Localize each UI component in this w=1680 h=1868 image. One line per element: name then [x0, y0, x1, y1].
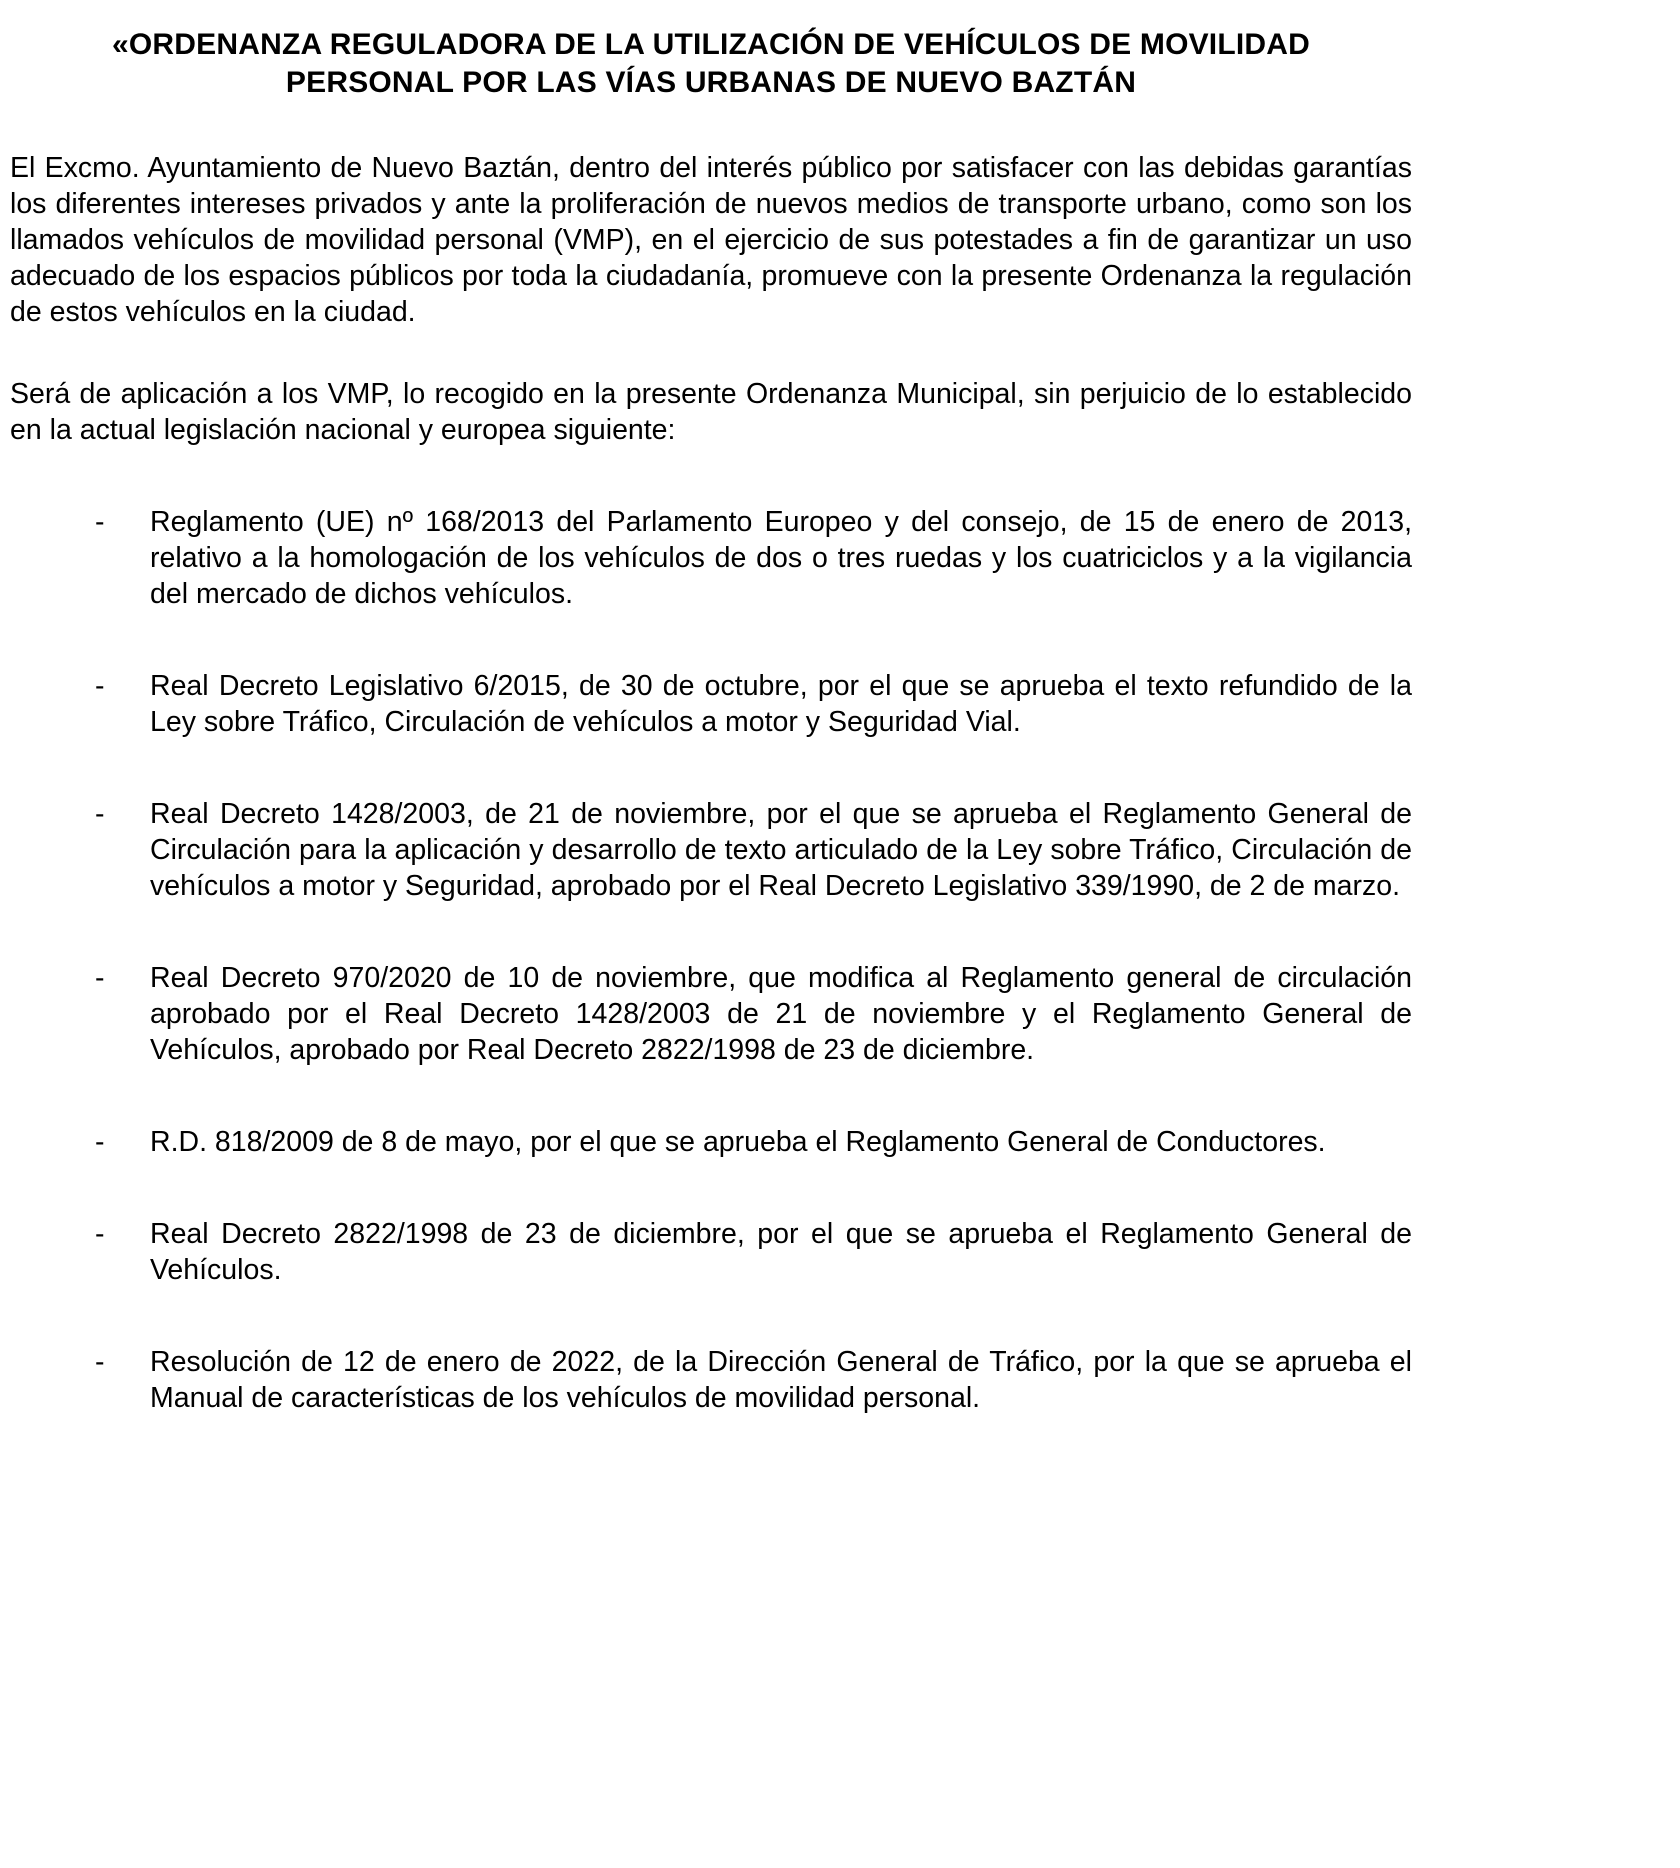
legislation-item: [10, 1344, 1412, 1416]
legislation-item: [10, 668, 1412, 740]
legislation-item: [10, 1124, 1412, 1160]
dash-bullet: -: [95, 1218, 105, 1250]
legislation-item-text: Reglamento (UE) nº 168/2013 del Parlamento Europeo y del consejo, de 15 de enero de 2013, relativo a la homologación de los vehículos de dos o tres ruedas y los cuatriciclos y a la vigilancia del mercado de dichos vehículos.: [150, 506, 1412, 610]
dash-bullet: -: [95, 798, 105, 830]
dash-bullet: -: [95, 962, 105, 994]
intro-paragraph: El Excmo. Ayuntamiento de Nuevo Baztán, dentro del interés público por satisfacer con las debidas garantías los diferentes intereses privados y ante la proliferación de nuevos medios de transporte urbano, como son los llamados vehículos de movilidad personal (VMP), en el ejercicio de sus potestades a fin de garantizar un uso adecuado de los espacios públicos por toda la ciudadanía, promueve con la presente Ordenanza la regulación de estos vehículos en la ciudad.: [10, 152, 1412, 328]
legislation-item-text: Real Decreto Legislativo 6/2015, de 30 de octubre, por el que se aprueba el texto refundido de la Ley sobre Tráfico, Circulación de vehículos a motor y Seguridad Vial.: [150, 670, 1412, 738]
legislation-list: [10, 504, 1412, 1416]
document-title: «ORDENANZA REGULADORA DE LA UTILIZACIÓN DE VEHÍCULOS DE MOVILIDAD PERSONAL POR LAS VÍAS URBANAS DE NUEVO BAZTÁN: [111, 28, 1310, 99]
legislation-item: [10, 504, 1412, 612]
legislation-item: [10, 960, 1412, 1068]
legislation-item-text: Real Decreto 970/2020 de 10 de noviembre, que modifica al Reglamento general de circulación aprobado por el Real Decreto 1428/2003 de 21 de noviembre y el Reglamento General de Vehículos, aprobado por Real Decreto 2822/1998 de 23 de diciembre.: [150, 962, 1412, 1066]
legislation-item: [10, 1216, 1412, 1288]
legislation-item-text: Real Decreto 2822/1998 de 23 de diciembre, por el que se aprueba el Reglamento General de Vehículos.: [150, 1218, 1412, 1286]
dash-bullet: -: [95, 506, 105, 538]
legislation-item-text: R.D. 818/2009 de 8 de mayo, por el que se aprueba el Reglamento General de Conductores.: [150, 1126, 1326, 1158]
legislation-item-text: Resolución de 12 de enero de 2022, de la Dirección General de Tráfico, por la que se aprueba el Manual de características de los vehículos de movilidad personal.: [150, 1346, 1412, 1414]
legislation-item-text: Real Decreto 1428/2003, de 21 de noviembre, por el que se aprueba el Reglamento General de Circulación para la aplicación y desarrollo de texto articulado de la Ley sobre Tráfico, Circulación de vehículos a motor y Seguridad, aprobado por el Real Decreto Legislativo 339/1990, de 2 de marzo.: [150, 798, 1412, 902]
legislation-item: [10, 796, 1412, 904]
dash-bullet: -: [95, 1346, 105, 1378]
dash-bullet: -: [95, 1126, 105, 1158]
dash-bullet: -: [95, 670, 105, 702]
scope-paragraph: Será de aplicación a los VMP, lo recogido en la presente Ordenanza Municipal, sin perjuicio de lo establecido en la actual legislación nacional y europea siguiente:: [10, 378, 1412, 446]
